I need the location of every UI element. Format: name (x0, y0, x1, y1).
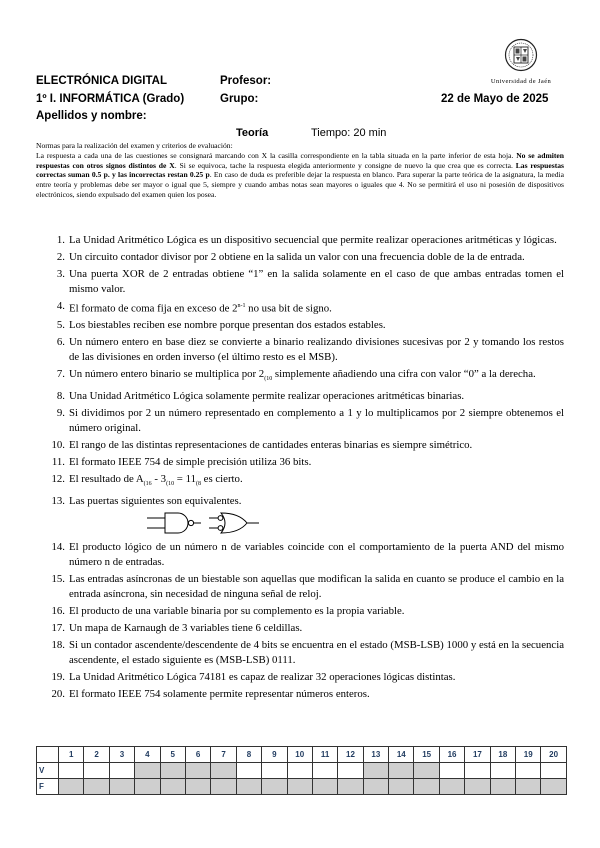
column-number: 16 (439, 747, 464, 763)
answer-cell[interactable] (211, 763, 236, 779)
question-item: 2 . Un circuito contador divisor por 2 obtiene en la salida un valor con una frecuencia doble de la de entrada. (48, 250, 564, 265)
column-number: 13 (363, 747, 388, 763)
answer-cell[interactable] (59, 763, 84, 779)
answer-table-header (37, 747, 567, 763)
answer-cell[interactable] (160, 779, 185, 795)
answer-cell[interactable] (262, 763, 287, 779)
answer-cell[interactable] (135, 779, 160, 795)
column-number: 10 (287, 747, 312, 763)
column-number: 20 (541, 747, 566, 763)
question-item: 17 . Un mapa de Karnaugh de 3 variables tiene 6 celdillas. (48, 621, 564, 636)
logic-gates-figure (48, 510, 564, 538)
column-number: 19 (516, 747, 541, 763)
answer-cell[interactable] (236, 779, 261, 795)
answer-cell[interactable] (363, 779, 388, 795)
question-item: 13 . Las puertas siguientes son equivalentes. (48, 494, 564, 509)
column-number: 15 (414, 747, 439, 763)
row-label-false: F (37, 779, 59, 795)
rules-body: La respuesta a cada una de las cuestiones se consignará marcando con X la casilla correspondiente en la tabla situada en la parte inferior de esta hoja. No se admiten respuestas con otros signos distintos de X. Si se equivoca, tache la respuesta elegida anteriormente y consigne de nuevo la que crea que es correcta. Las respuestas correctas suman 0.5 p. y las incorrectas restan 0.25 p. En caso de duda es preferible dejar la respuesta en blanco. Para superar la parte teórica de la asignatura, la media entre teoría y problemas debe ser mayor o igual que 5, siempre y cuando ambas notas sean mayores o iguales que 4. No se permitirá el uso ni posesión de dispositivos electrónicos, siendo expulsado del examen quien los posea. (36, 150, 565, 199)
answer-cell[interactable] (516, 763, 541, 779)
answer-cell[interactable] (338, 763, 363, 779)
answer-cell[interactable] (490, 779, 515, 795)
column-number: 3 (109, 747, 134, 763)
question-item: 8 . Una Unidad Aritmético Lógica solamente permite realizar operaciones aritméticas binarias. (48, 389, 564, 404)
answer-cell[interactable] (490, 763, 515, 779)
course-title: 1º I. INFORMÁTICA (Grado) (36, 93, 185, 105)
answer-cell[interactable] (541, 763, 566, 779)
section-title: Teoría (236, 127, 269, 139)
question-item: 10 . El rango de las distintas representaciones de cantidades enteras binarias es siempre simétrico. (48, 438, 564, 453)
question-item: 11 . El formato IEEE 754 de simple precisión utiliza 36 bits. (48, 455, 564, 470)
group-field-label[interactable]: Grupo: (220, 93, 259, 105)
question-item: 14 . El producto lógico de un número n de variables coincide con el comportamiento de la puerta AND del mismo número n de entradas. (48, 540, 564, 571)
answer-cell[interactable] (84, 763, 109, 779)
answer-cell[interactable] (185, 763, 210, 779)
question-item: 12 . El resultado de $A_{(16} - 3_{(10} = 11_{(8}$ es cierto. (48, 472, 564, 493)
column-number: 18 (490, 747, 515, 763)
answer-cell[interactable] (439, 779, 464, 795)
exam-date: 22 de Mayo de 2025 (441, 93, 549, 105)
university-seal-icon (503, 38, 539, 72)
column-number: 7 (211, 747, 236, 763)
column-number: 5 (160, 747, 185, 763)
column-number: 1 (59, 747, 84, 763)
column-number: 6 (185, 747, 210, 763)
answer-cell[interactable] (135, 763, 160, 779)
subject-title: ELECTRÓNICA DIGITAL (36, 75, 167, 87)
question-item: 18 . Si un contador ascendente/descendente de 4 bits se encuentra en el estado (MSB-LSB) 1000 y está en la secuencia ascendente, el estado siguiente es (MSB-LSB) 0111. (48, 638, 564, 669)
answer-cell[interactable] (236, 763, 261, 779)
answer-cell[interactable] (287, 779, 312, 795)
question-item: 5 . Los biestables reciben ese nombre porque presentan dos estados estables. (48, 318, 564, 333)
question-item: 9 . Si dividimos por 2 un número representado en complemento a 1 y lo multiplicamos por 2 siempre obtenemos el número original. (48, 406, 564, 437)
column-number: 8 (236, 747, 261, 763)
university-name: Universidad de Jaén (490, 78, 552, 85)
column-number: 17 (465, 747, 490, 763)
answer-table (36, 746, 567, 795)
question-item: 15 . Las entradas asíncronas de un biestable son aquellas que modifican la salida en cuanto se produce el cambio en la entrada asíncrona, sin necesidad de ninguna señal de reloj. (48, 572, 564, 603)
exam-rules (36, 141, 564, 200)
answer-cell[interactable] (389, 763, 414, 779)
question-item: 20 . El formato IEEE 754 solamente permite representar números enteros. (48, 687, 564, 702)
table-corner (37, 747, 59, 763)
rules-intro: Normas para la realización del examen y criterios de evaluación: (36, 141, 233, 150)
answer-cell[interactable] (338, 779, 363, 795)
answer-cell[interactable] (262, 779, 287, 795)
logic-gates-icon (145, 510, 265, 536)
column-number: 12 (338, 747, 363, 763)
answer-cell[interactable] (84, 779, 109, 795)
answer-cell[interactable] (516, 779, 541, 795)
question-item: 4 . El formato de coma fija en exceso de 2$^{n-1}$ no usa bit de signo. (48, 299, 564, 317)
answer-cell[interactable] (312, 779, 337, 795)
question-item: 3 . Una puerta XOR de 2 entradas obtiene “1” en la salida solamente en el caso de que ambas entradas tomen el mismo valor. (48, 267, 564, 298)
question-item: 6 . Un número entero en base diez se convierte a binario realizando divisiones sucesivas por 2 y tomando los restos de las divisiones en orden inverso (el último resto es el MSB). (48, 335, 564, 366)
row-label-true: V (37, 763, 59, 779)
question-item: 1 . La Unidad Aritmético Lógica es un dispositivo secuencial que permite realizar operaciones aritméticas y lógicas. (48, 233, 564, 248)
university-logo (476, 38, 566, 85)
answer-cell[interactable] (109, 763, 134, 779)
answer-cell[interactable] (312, 763, 337, 779)
name-field-label[interactable]: Apellidos y nombre: (36, 110, 147, 122)
answer-cell[interactable] (389, 779, 414, 795)
column-number: 4 (135, 747, 160, 763)
answer-cell[interactable] (414, 779, 439, 795)
time-limit: Tiempo: 20 min (311, 127, 387, 139)
question-list (48, 233, 564, 704)
answer-cell[interactable] (59, 779, 84, 795)
question-item: 19 . La Unidad Aritmético Lógica 74181 es capaz de realizar 32 operaciones lógicas distintas. (48, 670, 564, 685)
answer-cell[interactable] (160, 763, 185, 779)
column-number: 14 (389, 747, 414, 763)
professor-field-label[interactable]: Profesor: (220, 75, 272, 87)
column-number: 2 (84, 747, 109, 763)
answer-row-false (37, 779, 567, 795)
answer-cell[interactable] (185, 779, 210, 795)
answer-row-true (37, 763, 567, 779)
answer-cell[interactable] (465, 779, 490, 795)
answer-cell[interactable] (287, 763, 312, 779)
question-item: 7 . Un número entero binario se multiplica por $2_{(10}$ simplemente añadiendo una cifra con valor “0” a la derecha. (48, 367, 564, 388)
answer-cell[interactable] (541, 779, 566, 795)
answer-cell[interactable] (465, 763, 490, 779)
answer-cell[interactable] (439, 763, 464, 779)
answer-cell[interactable] (414, 763, 439, 779)
answer-cell[interactable] (109, 779, 134, 795)
question-item: 16 . El producto de una variable binaria por su complemento es la propia variable. (48, 604, 564, 619)
column-number: 11 (312, 747, 337, 763)
answer-cell[interactable] (363, 763, 388, 779)
column-number: 9 (262, 747, 287, 763)
answer-cell[interactable] (211, 779, 236, 795)
